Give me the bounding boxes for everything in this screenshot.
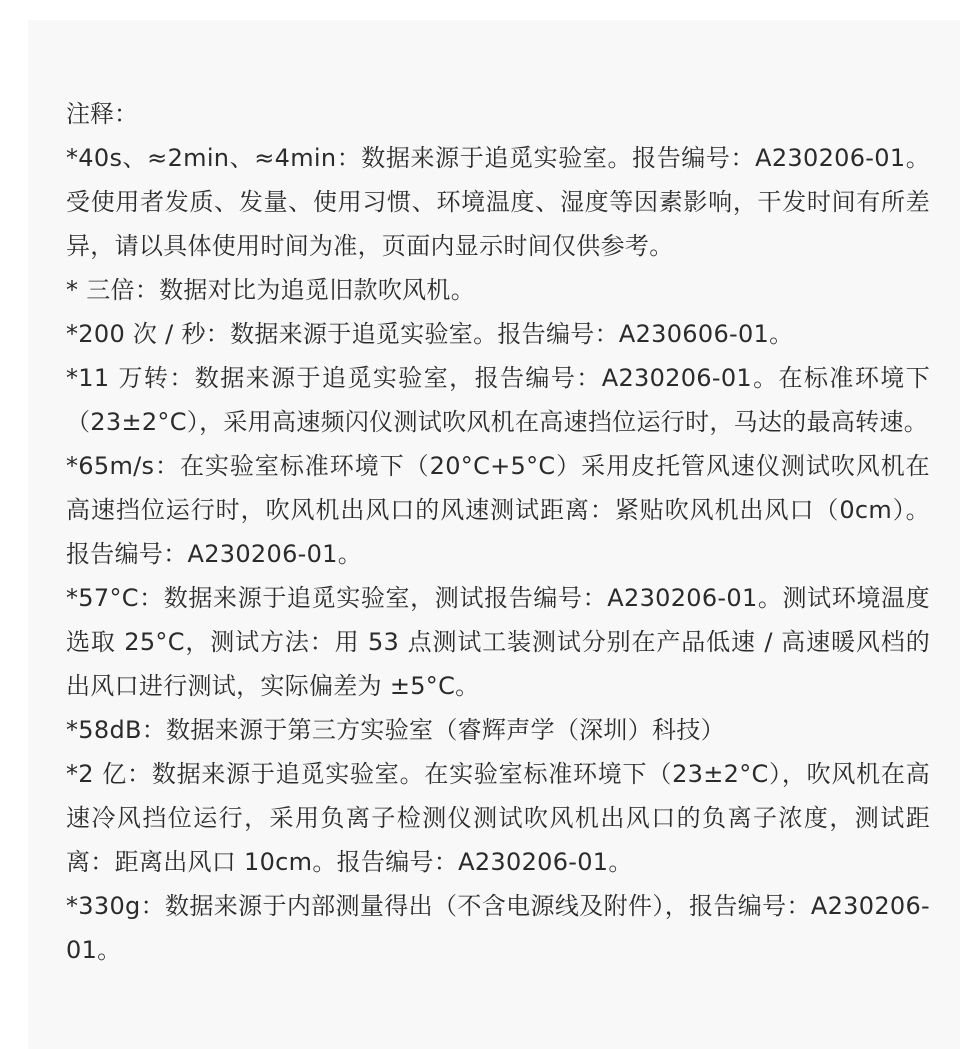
footnotes-panel: [28, 20, 960, 1049]
note-frequency: *200 次 / 秒：数据来源于追觅实验室。报告编号：A230606-01。: [66, 320, 794, 348]
note-negative-ions: *2 亿：数据来源于追觅实验室。在实验室标准环境下（23±2°C），吹风机在高速冷风挡位运行，采用负离子检测仪测试吹风机出风口的负离子浓度，测试距离：距离出风口 10cm。报告编号：A230206-01。: [66, 760, 930, 876]
note-temperature: *57°C：数据来源于追觅实验室，测试报告编号：A230206-01。测试环境温度选取 25°C，测试方法：用 53 点测试工装测试分别在产品低速 / 高速暖风档的出风口进行测试，实际偏差为 ±5°C。: [66, 584, 930, 700]
note-motor-speed: *11 万转：数据来源于追觅实验室，报告编号：A230206-01。在标准环境下（23±2°C），采用高速频闪仪测试吹风机在高速挡位运行时，马达的最高转速。: [66, 364, 930, 436]
note-drying-time: *40s、≈2min、≈4min：数据来源于追觅实验室。报告编号：A230206-01。受使用者发质、发量、使用习惯、环境温度、湿度等因素影响，干发时间有所差异，请以具体使用时间为准，页面内显示时间仅供参考。: [66, 144, 930, 260]
top-margin: [0, 0, 960, 20]
note-noise: *58dB：数据来源于第三方实验室（睿辉声学（深圳）科技）: [66, 716, 725, 744]
notes-heading: 注释：: [66, 100, 138, 128]
note-air-speed: *65m/s：在实验室标准环境下（20°C+5°C）采用皮托管风速仪测试吹风机在高速挡位运行时，吹风机出风口的风速测试距离：紧贴吹风机出风口（0cm）。报告编号：A230206-01。: [66, 452, 930, 568]
note-triple: * 三倍：数据对比为追觅旧款吹风机。: [66, 276, 476, 304]
note-weight: *330g：数据来源于内部测量得出（不含电源线及附件），报告编号：A230206-01。: [66, 892, 930, 964]
